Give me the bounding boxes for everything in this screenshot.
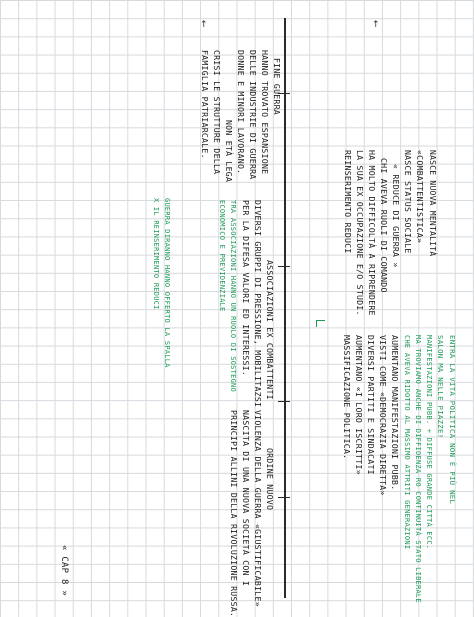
arrow-down-icon: ↑ (372, 20, 380, 30)
block-ordine: ORDINE NUOVO VIOLENZA DELLA GUERRA «GIUSTIFICABILE» NASCITA DI UNA NUOVA SOCIETÀ CON I PRINCIPI ALLINI DELLA RIVOLUZIONE RUSSA. (229, 410, 275, 617)
page-reference: « CAP 8 » (59, 545, 69, 597)
timeline-axis (284, 18, 286, 598)
timeline-marker (278, 266, 290, 267)
timeline-marker (278, 401, 290, 402)
politica-bracket (316, 320, 325, 327)
green-notes: GUERRA DIRANNO HANNO OFFERTO LA SPALLA X IL REINSERIMENTO REDUCI (152, 198, 171, 368)
block-mentalita: NASCE NUOVA MENTALITÀ «COMBATTENTISTICA» NASCE STATUS SOCIALE « REDUCE DI GUERRA » CHI AVEVA RUOLI DI COMANDO HA MOLTO DIFFICOLTÀ A RIPRENDERE LA SUA EX OCCUPAZIONE E/O STUDI. REINSERIMENTO REDUCI (343, 150, 437, 316)
timeline-marker (278, 497, 290, 498)
block-associazioni: ASSOCIAZIONI EX COMBATTENTI DIVERSI GRUPPI DI PRESSIONE, MOBILITAZSI PER LA DIFESA VALORI ED INTERESSI. TRA ASSOCIAZIONI HANNO UN RUOLO DI SOSTEGNO ECONOMICO E PREVIDENZIALE (218, 200, 275, 408)
block-politica: ENTRA LA VITA POLITICA NON È PIÙ NEL SALON MA NELLE PIAZZE! MANIFESTAZIONI PUBB. + DIFFUSE GRANDE CITTÀ ECC. MA TROVIAMO ANCHE DI DIFFIDENZA RO CONTINUITÀ STATO LIBERALE CHE AVEVA RIDOTTO AL MASSIMO ATTRITI GENERAZIONI AUMENTANO MANIFESTAZIONI PUBB. VISTI COME «DEMOCRAZIA DIRETTA» DIVERSI PARTITI E SINDACATI AUMENTANO «I LORO ISCRITTI» MASSIFICAZIONE POLITICA. (342, 335, 457, 603)
block-fine-guerra: FINE GUERRA HANNO TROVATO ESPANSIONE DELLE INDUSTRIE DI GUERRA DONNE E MINORI LAVORANO. NON ETÀ LEGA CRISI LE STRUTTURE DELLA FAMIGLIA PATRIARCALE. (200, 50, 282, 183)
arrow-down-icon: ↑ (200, 20, 208, 30)
